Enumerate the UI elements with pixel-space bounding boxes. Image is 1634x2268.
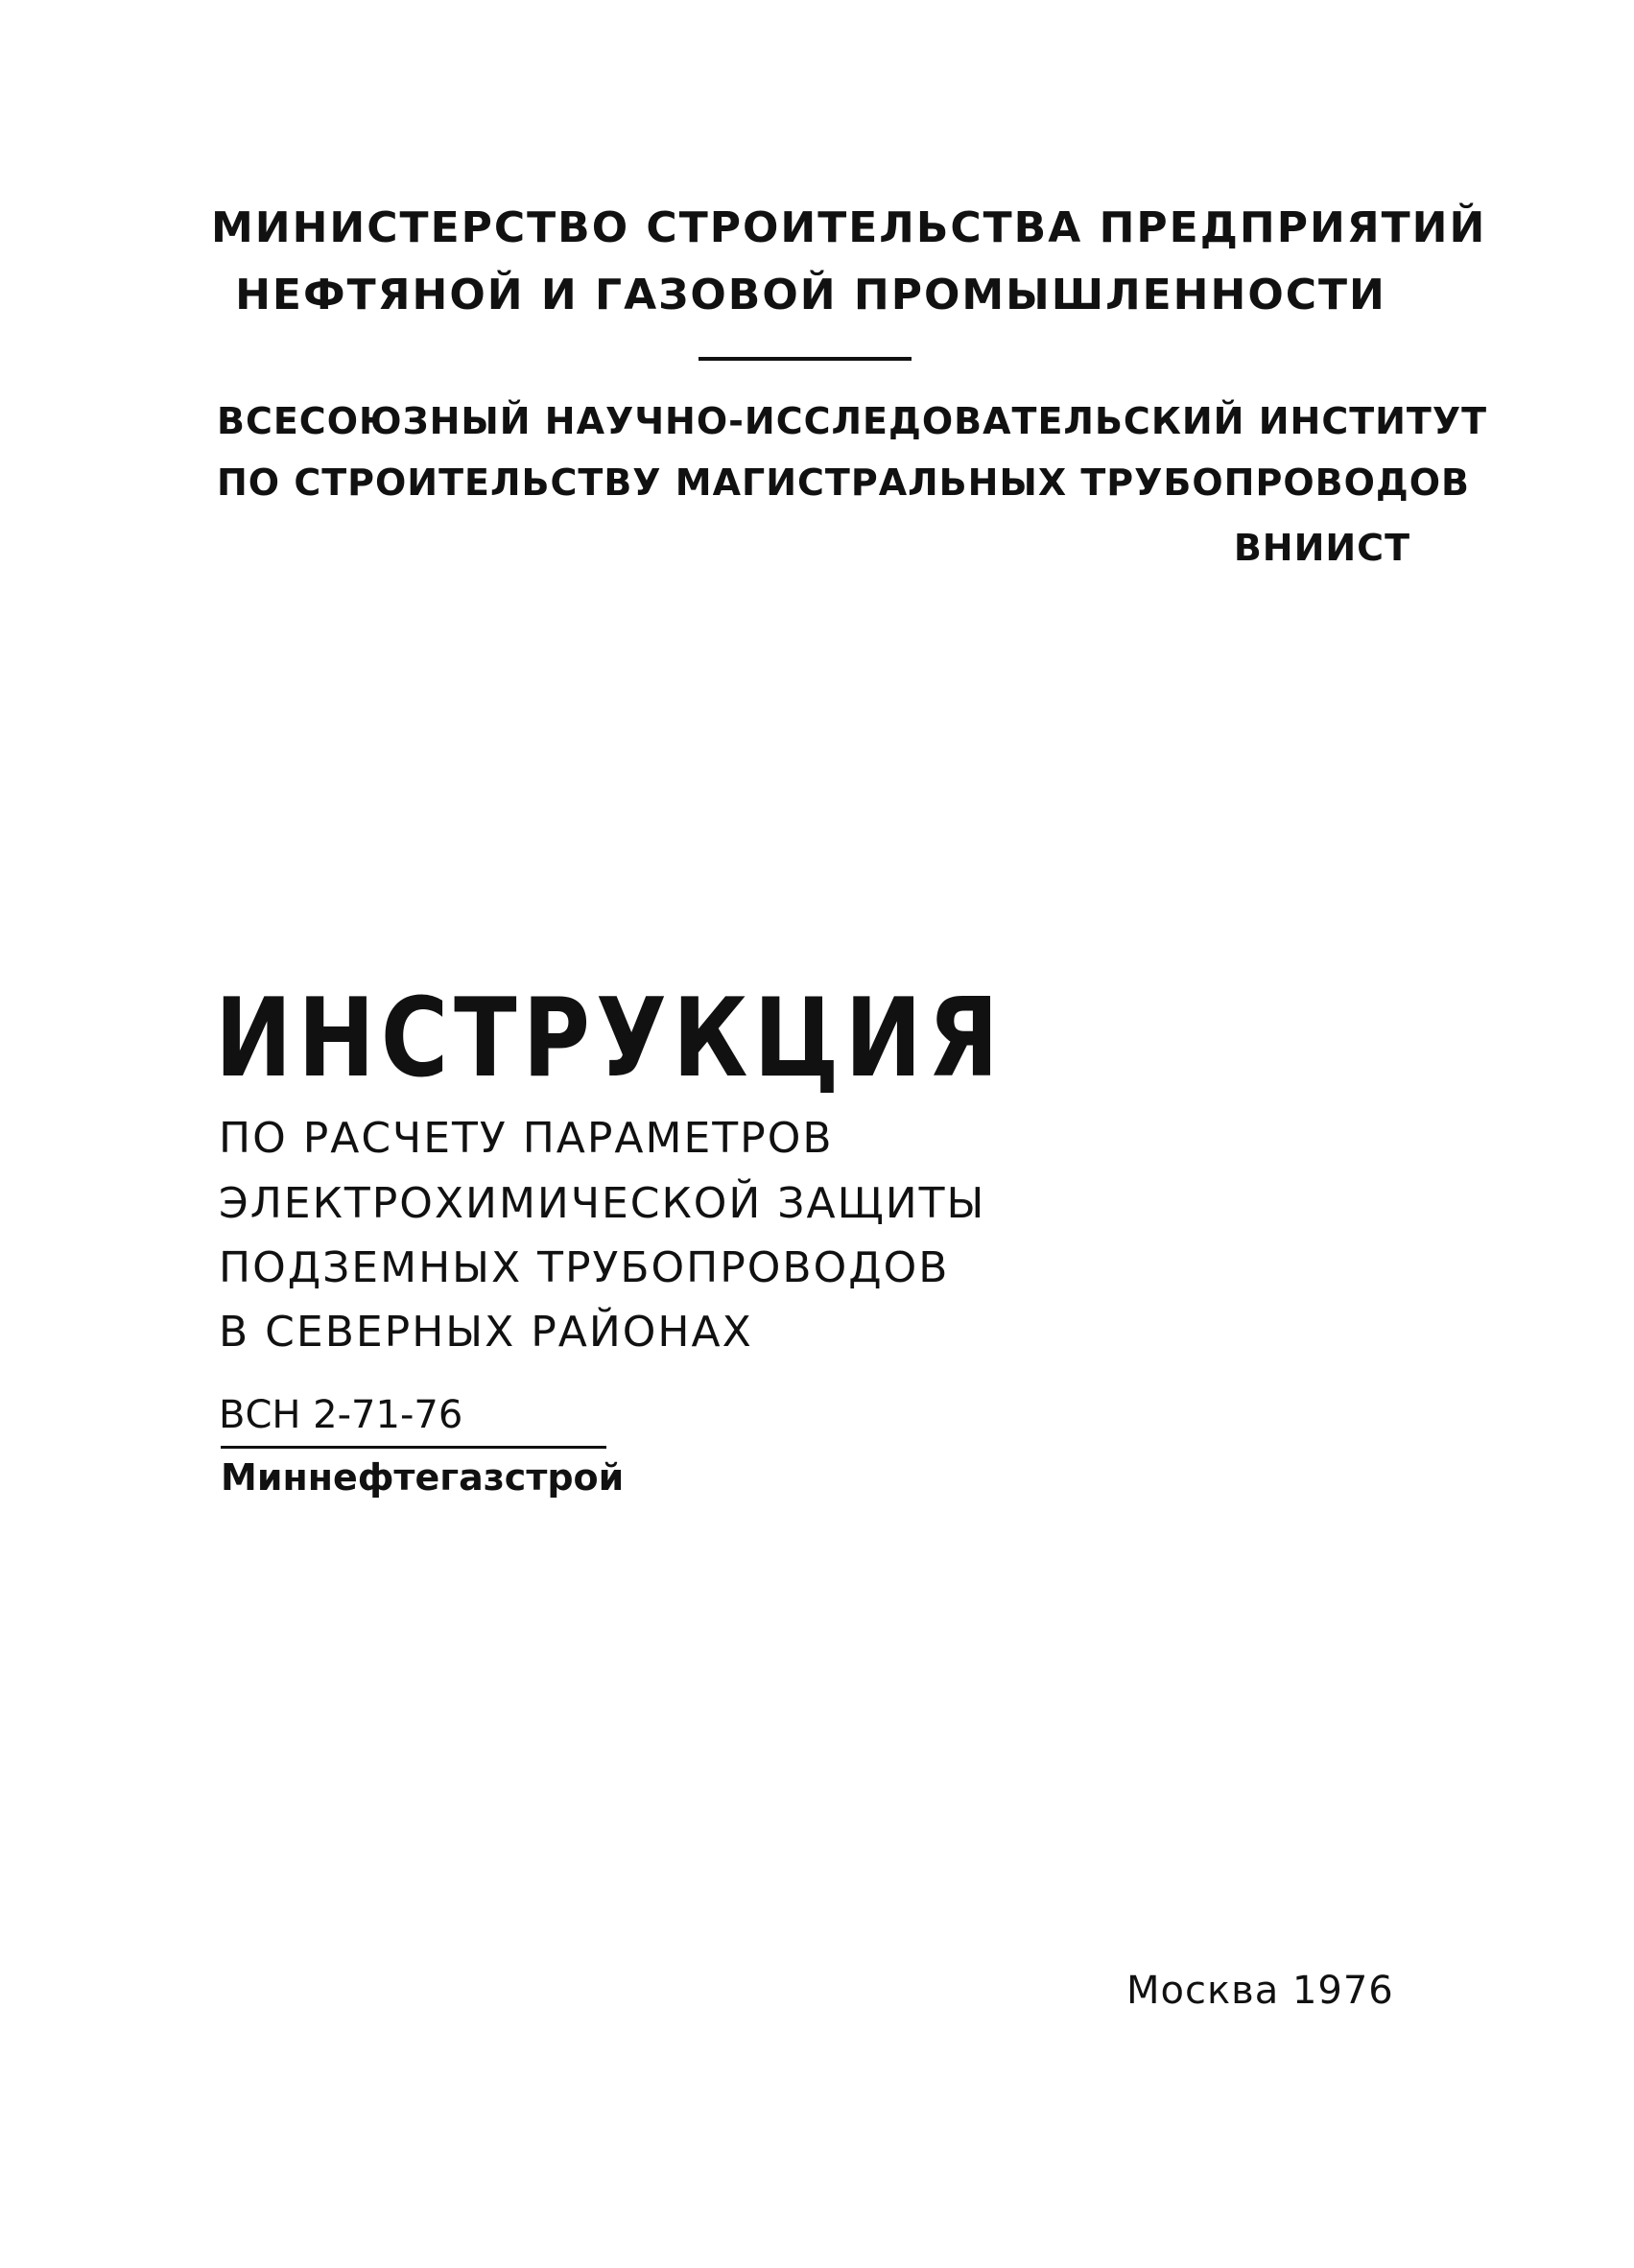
code-underline — [221, 1446, 606, 1449]
institute-name-line-1: ВСЕСОЮЗНЫЙ НАУЧНО-ИССЛЕДОВАТЕЛЬСКИЙ ИНСТИТУТ — [217, 400, 1488, 442]
institute-abbreviation: ВНИИСТ — [1233, 527, 1410, 569]
document-subtitle-line-1: ПО РАСЧЕТУ ПАРАМЕТРОВ — [219, 1114, 834, 1163]
document-subtitle-line-2: ЭЛЕКТРОХИМИЧЕСКОЙ ЗАЩИТЫ — [219, 1179, 986, 1228]
ministry-name-line-1: МИНИСТЕРСТВО СТРОИТЕЛЬСТВА ПРЕДПРИЯТИЙ — [211, 203, 1487, 252]
ministry-name-line-2: НЕФТЯНОЙ И ГАЗОВОЙ ПРОМЫШЛЕННОСТИ — [235, 271, 1386, 319]
document-title: ИНСТРУКЦИЯ — [215, 975, 1005, 1102]
place-and-year: Москва 1976 — [1126, 1969, 1394, 2013]
document-subtitle-line-4: В СЕВЕРНЫХ РАЙОНАХ — [219, 1308, 753, 1357]
document-code: ВСН 2-71-76 — [219, 1393, 463, 1437]
document-subtitle-line-3: ПОДЗЕМНЫХ ТРУБОПРОВОДОВ — [219, 1243, 950, 1292]
issuing-agency: Миннефтегазстрой — [221, 1456, 625, 1499]
header-divider — [699, 357, 912, 361]
institute-name-line-2: ПО СТРОИТЕЛЬСТВУ МАГИСТРАЛЬНЫХ ТРУБОПРОВОДОВ — [217, 461, 1471, 504]
